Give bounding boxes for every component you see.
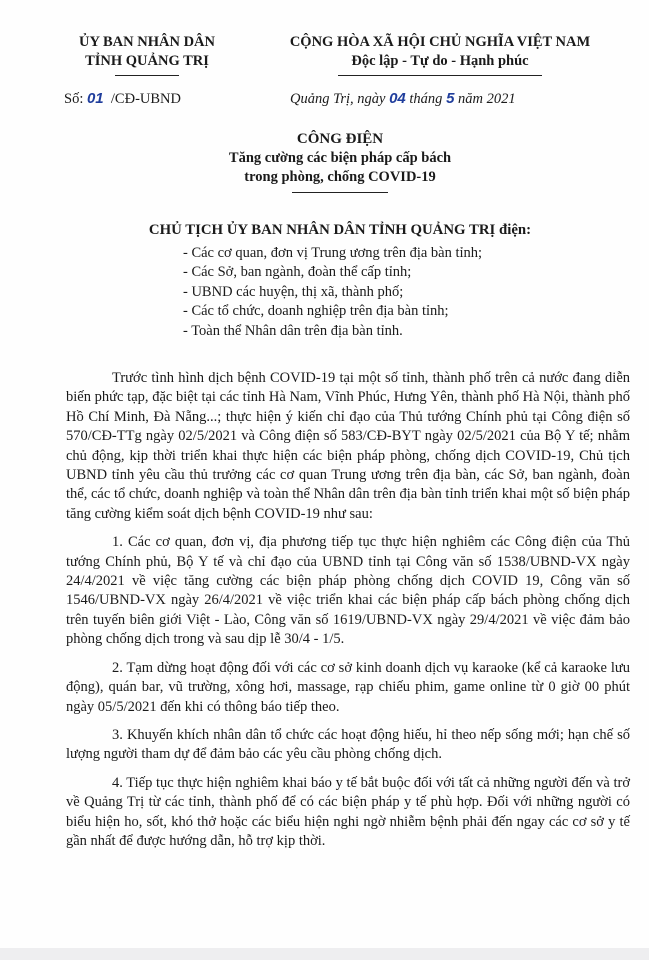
sender-line: CHỦ TỊCH ỦY BAN NHÂN DÂN TỈNH QUẢNG TRỊ điện: [148,222,532,238]
recipient-item: - Các tổ chức, doanh nghiệp trên địa bàn tỉnh; [183,303,449,320]
country-name: CỘNG HÒA XÃ HỘI CHỦ NGHĨA VIỆT NAM [289,34,591,50]
page-bottom-edge [0,948,649,960]
recipients-list [183,244,482,341]
intro-paragraph: Trước tình hình dịch bệnh COVID-19 tại một số tỉnh, thành phố trên cả nước đang diễn biến phức tạp, đặc biệt tại các tỉnh Hà Nam, Vĩnh Phúc, Hưng Yên, thành phố Hà Nội, thành phố Hồ Chí Minh, Đà Nẵng...; thực hiện ý kiến chỉ đạo của Thủ tướng Chính phủ tại Công điện số 570/CĐ-TTg ngày 02/5/2021 và Công điện số 583/CĐ-BYT ngày 02/5/2021 của Bộ Y tế; nhằm chủ động, kịp thời triển khai thực hiện các biện pháp phòng, chống dịch COVID-19, Chủ tịch UBND tỉnh yêu cầu thủ trưởng các cơ quan Trung ương trên địa bàn, các Sở, ban ngành, đoàn thể, các tổ chức, doanh nghiệp và toàn thể Nhân dân trên địa bàn tỉnh triển khai một số biện pháp tăng cường kiểm soát dịch bệnh COVID-19 như sau: [66,370,630,522]
month-label: tháng [409,91,443,107]
recipient-item: - Toàn thể Nhân dân trên địa bàn tỉnh. [183,322,403,339]
year-label: năm 2021 [458,91,516,107]
motto-underline [338,75,542,76]
document-number [64,90,181,108]
recipient-item: - Các cơ quan, đơn vị Trung ương trên địa bàn tỉnh; [183,245,483,261]
directive-3: 3. Khuyến khích nhân dân tổ chức các hoạt động hiếu, hỉ theo nếp sống mới; hạn chế số lượng người tham dự để đảm bảo các yêu cầu phòng chống dịch. [66,726,630,763]
number-suffix: /CĐ-UBND [110,91,181,107]
number-prefix: Số: [64,91,84,107]
title-line-1: Tăng cường các biện pháp cấp bách [228,150,452,166]
handwritten-day: 04 [389,90,406,107]
issue-date [290,90,516,108]
date-place: Quảng Trị, ngày [290,91,386,107]
document-body [66,369,630,860]
directive-2: 2. Tạm dừng hoạt động đối với các cơ sở kinh doanh dịch vụ karaoke (kể cả karaoke lưu động), quán bar, vũ trường, xông hơi, massage, rạp chiếu phim, game online từ 0 giờ 00 phút ngày 05/5/2021 đến khi có thông báo tiếp theo. [66,659,630,715]
directive-1: 1. Các cơ quan, đơn vị, địa phương tiếp tục thực hiện nghiêm các Công điện của Thủ tướng Chính phủ, Bộ Y tế và chỉ đạo của UBND tỉnh tại Công văn số 1538/UBND-VX ngày 24/4/2021 về việc tăng cường các biện pháp phòng chống dịch COVID 19, Công văn số 1546/UBND-VX ngày 26/4/2021 về việc triển khai các biện pháp cấp bách phòng chống dịch trên tuyến biên giới Việt - Lào, Công văn số 1619/UBND-VX ngày 29/4/2021 về việc đảm bảo phòng chống dịch trong và sau dịp lễ 30/4 - 1/5. [66,534,630,648]
handwritten-number: 01 [86,90,104,107]
recipient-item: - UBND các huyện, thị xã, thành phố; [183,283,404,300]
authority-line-2: TỈNH QUẢNG TRỊ [85,53,209,69]
handwritten-month: 5 [446,90,455,107]
motto: Độc lập - Tự do - Hạnh phúc [351,53,529,69]
issuing-authority [62,33,232,76]
authority-underline [115,75,179,76]
document-type: CÔNG ĐIỆN [296,131,384,147]
national-motto [270,33,610,76]
title-line-2: trong phòng, chống COVID-19 [244,169,436,185]
recipient-item: - Các Sở, ban ngành, đoàn thể cấp tỉnh; [183,264,412,281]
title-underline [292,192,388,193]
directive-4: 4. Tiếp tục thực hiện nghiêm khai báo y tế bắt buộc đối với tất cả những người đến và trở về Quảng Trị từ các tỉnh, thành phố để có các biện pháp y tế phù hợp. Đối với những người có biểu hiện ho, sốt, khó thở hoặc các biểu hiện nghi ngờ nhiễm bệnh phải đến ngay các cơ sở y tế gần nhất để được hướng dẫn, hỗ trợ kịp thời. [66,774,630,849]
document-title [100,130,580,193]
authority-line-1: ỦY BAN NHÂN DÂN [78,34,215,50]
